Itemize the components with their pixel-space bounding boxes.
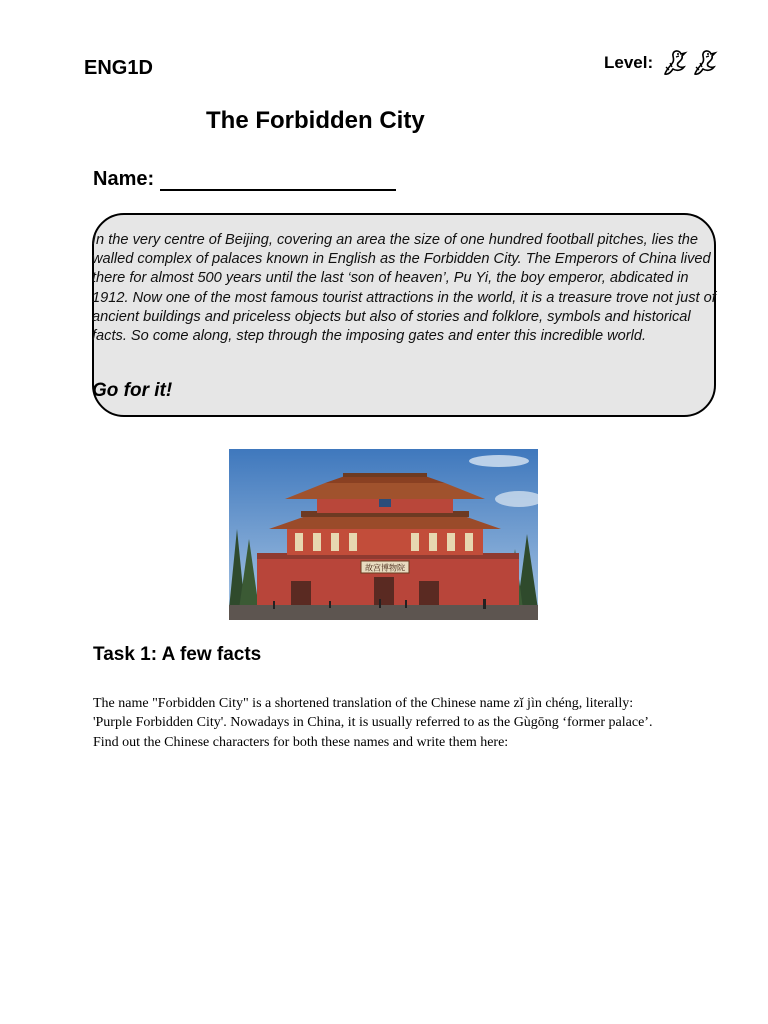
level-label: Level: [604, 53, 654, 72]
name-label: Name: [93, 168, 155, 190]
intro-cta: Go for it! [92, 380, 173, 401]
forbidden-city-photo [229, 449, 538, 620]
dragon-icon [691, 48, 719, 78]
task-1-heading: Task 1: A few facts [93, 644, 262, 665]
gate-sign: 故宫博物院 [365, 563, 405, 573]
page-title: The Forbidden City [206, 107, 425, 134]
intro-paragraph: In the very centre of Beijing, covering an area the size of one hundred football pitches, lies the walled complex of palaces known in English as the Forbidden City. The Emperors of China lived there for almost 500 years until the last ‘son of heaven’, Pu Yi, the boy emperor, abdicated in 1912. Now one of the most famous tourist attractions in the world, it is a treasure trove not just of ancient buildings and priceless objects but also of stories and folklore, symbols and historical facts. So come along, step through the imposing gates and enter this incredible world. [92, 232, 716, 345]
task-1-paragraph: The name "Forbidden City" is a shortened translation of the Chinese name zǐ jìn chéng, literally: 'Purple Forbidden City'. Nowadays in China, it is usually referred to as the Gùgōng ‘former palace’. Find out the Chinese characters for both these names and write them here: [93, 696, 653, 750]
name-field [93, 168, 396, 191]
dragon-icon [661, 48, 689, 78]
name-blank-line[interactable] [160, 169, 396, 191]
level-indicator [604, 48, 719, 78]
course-code: ENG1D [84, 57, 153, 79]
